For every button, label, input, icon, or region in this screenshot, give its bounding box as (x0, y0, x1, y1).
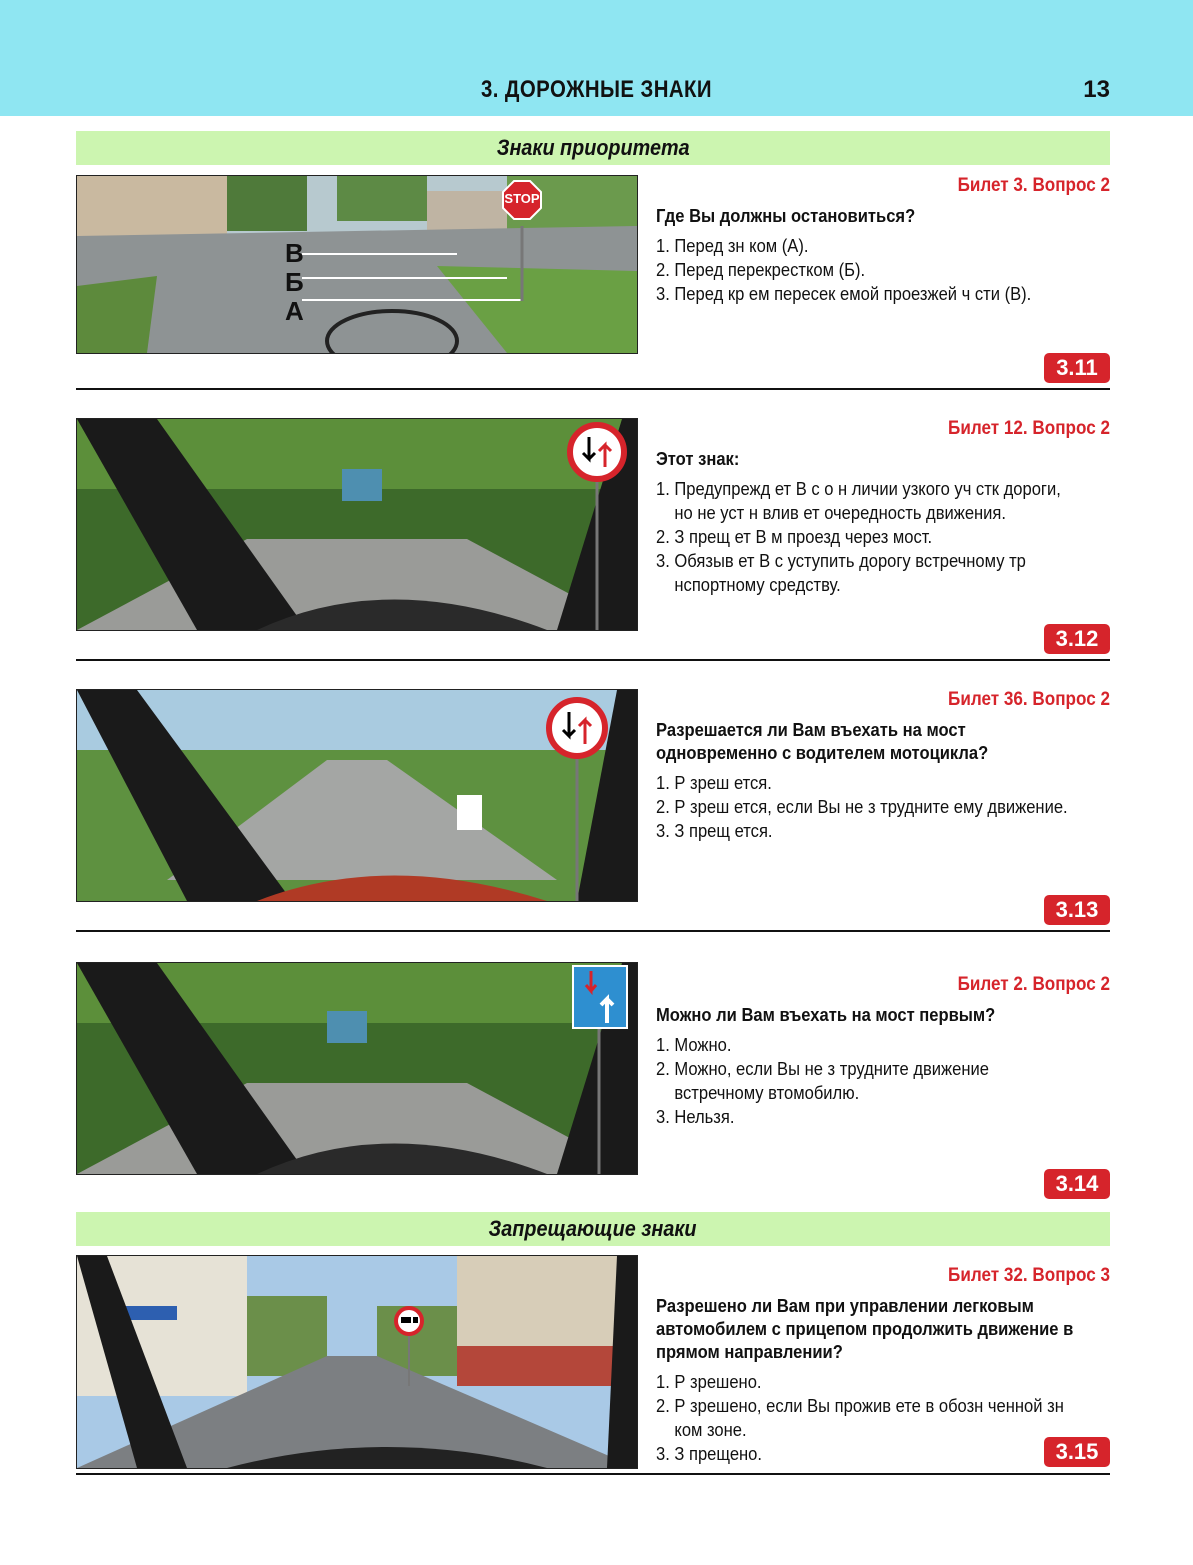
answer-item[interactable]: 3. З прещ ется. (656, 821, 773, 841)
question-text-block (656, 689, 1110, 843)
answer-item[interactable]: 3. Перед кр ем пересек емой проезжей ч сти (В). (656, 284, 1032, 304)
answer-item[interactable]: 2. Р зреш ется, если Вы не з трудните ему движение. (656, 797, 1068, 817)
marker-a: А (285, 296, 304, 326)
question-title: Этот знак: (656, 449, 740, 469)
answer-item[interactable]: 1. Р зреш ется. (656, 773, 772, 793)
ticket-label: Билет 2. Вопрос 2 (957, 974, 1110, 995)
answer-item[interactable]: 1. Предупрежд ет В с о н личии узкого уч стк дороги, но не уст н влив ет очередность движения. (656, 479, 1061, 523)
photo-intersection (76, 175, 638, 354)
section-bar-priority (76, 131, 1110, 165)
question-number-badge: 3.14 (1044, 1169, 1110, 1199)
section-title: Знаки приоритета (496, 135, 690, 160)
divider (76, 388, 1110, 390)
ticket-label: Билет 3. Вопрос 2 (957, 175, 1110, 196)
marker-v: В (285, 238, 304, 268)
photo-bridge-road (76, 418, 638, 631)
photo-city-street (76, 1255, 638, 1469)
photo-bridge-priority (76, 962, 638, 1175)
section-title: Запрещающие знаки (489, 1216, 697, 1241)
answer-item[interactable]: 3. З прещено. (656, 1444, 763, 1464)
question-title: Можно ли Вам въехать на мост первым? (656, 1005, 996, 1025)
marker-b: Б (285, 267, 304, 297)
answer-item[interactable]: 2. Перед перекрестком (Б). (656, 260, 866, 280)
ticket-label: Билет 36. Вопрос 2 (948, 689, 1110, 710)
question-text-block (656, 1265, 1110, 1466)
answer-list (656, 477, 1110, 597)
page-number: 13 (1083, 76, 1110, 103)
divider (76, 930, 1110, 932)
question-number-badge: 3.11 (1044, 353, 1110, 383)
divider (76, 1473, 1110, 1475)
chapter-title: 3. ДОРОЖНЫЕ ЗНАКИ (480, 76, 713, 103)
answer-list (656, 1033, 1110, 1129)
answer-item[interactable]: 1. Перед зн ком (А). (656, 236, 809, 256)
question-card-3-14 (76, 962, 1110, 1200)
question-card-3-15 (76, 1255, 1110, 1470)
question-card-3-11 (76, 175, 1110, 385)
answer-list (656, 1370, 1110, 1466)
answer-item[interactable]: 2. Можно, если Вы не з трудните движение встречному втомобилю. (656, 1059, 989, 1103)
question-number-badge: 3.13 (1044, 895, 1110, 925)
answer-list (656, 771, 1110, 843)
question-title: Где Вы должны остановиться? (656, 206, 916, 226)
question-title: Разрешается ли Вам въехать на мост одновременно с водителем мотоцикла? (656, 720, 989, 763)
question-text-block (656, 175, 1110, 306)
answer-item[interactable]: 3. Обязыв ет В с уступить дорогу встречному тр нспортному средству. (656, 551, 1026, 595)
ticket-label: Билет 12. Вопрос 2 (948, 418, 1110, 439)
question-text-block (656, 418, 1110, 597)
answer-list (656, 234, 1110, 306)
divider (76, 659, 1110, 661)
answer-item[interactable]: 1. Можно. (656, 1035, 732, 1055)
question-number-badge: 3.15 (1044, 1437, 1110, 1467)
answer-item[interactable]: 2. З прещ ет В м проезд через мост. (656, 527, 933, 547)
question-text-block (656, 974, 1110, 1129)
answer-item[interactable]: 1. Р зрешено. (656, 1372, 762, 1392)
answer-item[interactable]: 2. Р зрешено, если Вы прожив ете в обозн ченной зн ком зоне. (656, 1396, 1064, 1440)
question-number-badge: 3.12 (1044, 624, 1110, 654)
section-bar-prohibitory (76, 1212, 1110, 1246)
stop-sign-label: STOP (504, 191, 540, 206)
question-card-3-13 (76, 689, 1110, 927)
answer-item[interactable]: 3. Нельзя. (656, 1107, 735, 1127)
photo-bridge-motorcycle (76, 689, 638, 902)
question-card-3-12 (76, 418, 1110, 656)
ticket-label: Билет 32. Вопрос 3 (948, 1265, 1110, 1286)
question-title: Разрешено ли Вам при управлении легковым автомобилем с прицепом продолжить движение в прямом направлении? (656, 1296, 1074, 1362)
